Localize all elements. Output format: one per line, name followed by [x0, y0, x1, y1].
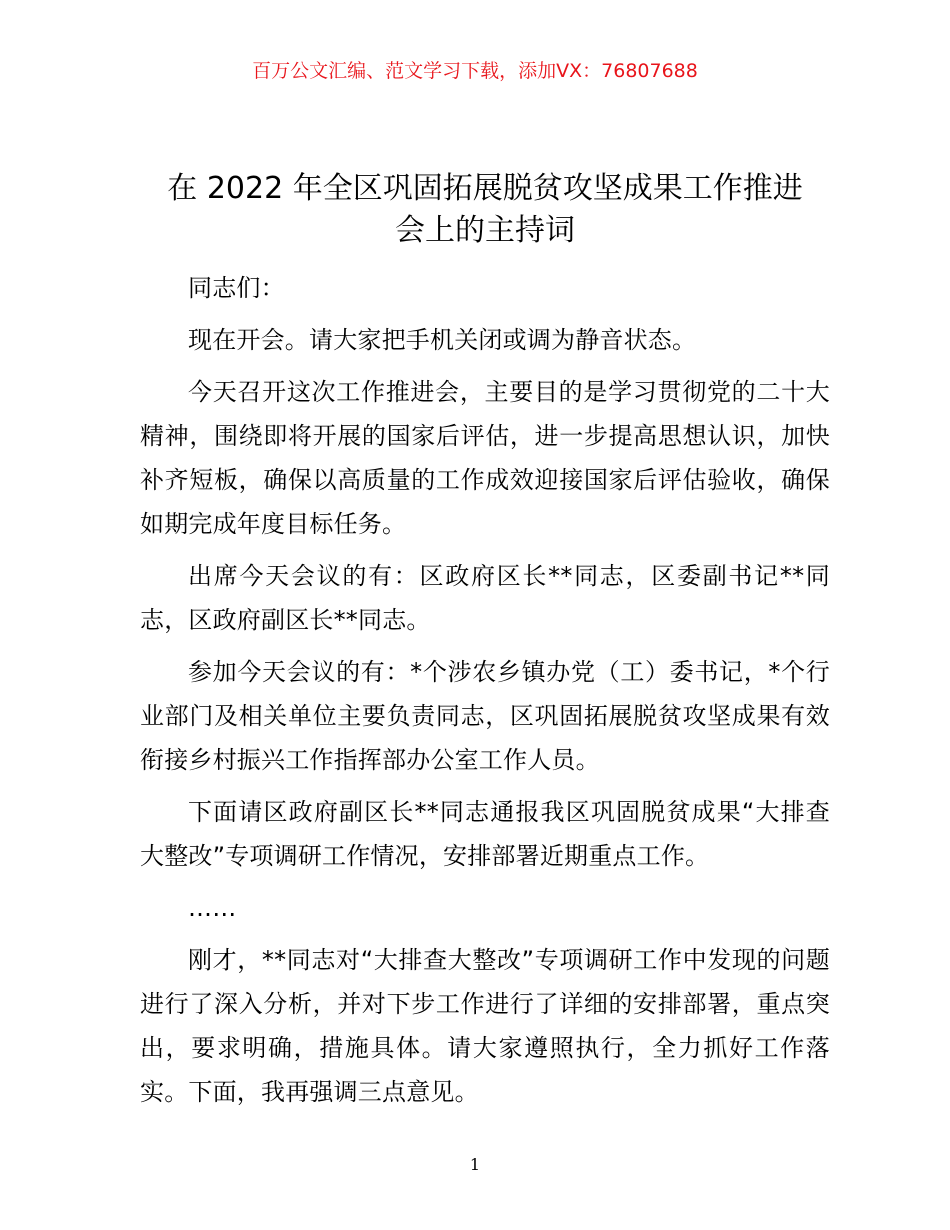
paragraph-attendees-participants: 参加今天会议的有：*个涉农乡镇办党（工）委书记，*个行业部门及相关单位主要负责同志，区巩固拓展脱贫攻坚成果有效衔接乡村振兴工作指挥部办公室工作人员。: [140, 658, 830, 774]
document-body: [140, 266, 830, 1114]
salutation: 同志们：: [188, 274, 285, 302]
header-note: 百万公文汇编、范文学习下载，添加VX：76807688: [252, 60, 698, 82]
paragraph-summary: 刚才，**同志对“大排查大整改”专项调研工作中发现的问题进行了深入分析，并对下步工作进行了详细的安排部署，重点突出，要求明确，措施具体。请大家遵照执行，全力抓好工作落实。下面，我再强调三点意见。: [140, 946, 830, 1106]
document-title: [140, 168, 830, 252]
page-number: 1: [469, 1155, 481, 1174]
paragraph-open-meeting: 现在开会。请大家把手机关闭或调为静音状态。: [188, 326, 697, 354]
paragraph-purpose: 今天召开这次工作推进会，主要目的是学习贯彻党的二十大精神，围绕即将开展的国家后评估，进一步提高思想认识，加快补齐短板，确保以高质量的工作成效迎接国家后评估验收，确保如期完成年度目标任务。: [140, 378, 830, 538]
title-line-2: 会上的主持词: [395, 213, 575, 248]
title-line-1: 在 2022 年全区巩固拓展脱贫攻坚成果工作推进: [167, 171, 803, 206]
paragraph-report-invite: 下面请区政府副区长**同志通报我区巩固脱贫成果“大排查大整改”专项调研工作情况，安排部署近期重点工作。: [140, 798, 830, 870]
paragraph-attendees-leaders: 出席今天会议的有：区政府区长**同志，区委副书记**同志，区政府副区长**同志。: [140, 562, 830, 634]
paragraph-ellipsis: ……: [188, 894, 237, 922]
